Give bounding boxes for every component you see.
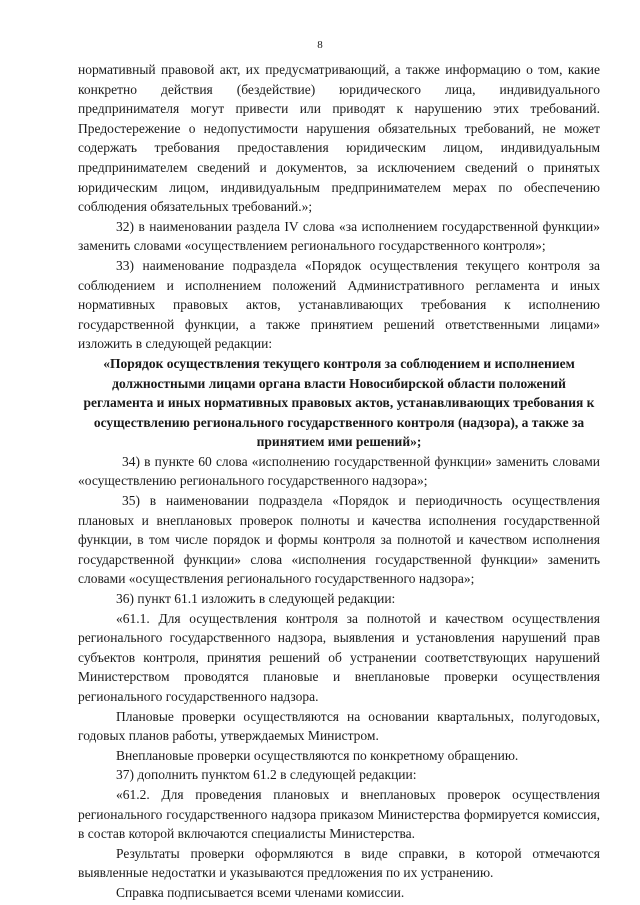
paragraph: 33) наименование подраздела «Порядок осуществления текущего контроля за соблюдением и исполнением положений Административного регламента и иных нормативных правовых актов, устанавливающих требования к исполнению государственной функции, а также принятием решений ответственными лицами» изложить в следующей редакции: <box>78 257 600 352</box>
paragraph: «61.2. Для проведения плановых и внеплановых проверок осуществления регионального государственного надзора приказом Министерства формируется комиссия, в состав которой включаются специалисты Министерства. <box>78 786 600 842</box>
paragraph: Справка подписывается всеми членами комиссии. <box>116 884 405 900</box>
paragraph: нормативный правовой акт, их предусматривающий, а также информацию о том, какие конкретно действия (бездействие) юридического лица, индивидуального предпринимателя могут привести или приводят к нарушению этих требований. Предостережение о недопустимости нарушения обязательных требований, не может содержать требования предоставления юридическим лицом, индивидуальным предпринимателем сведений и документов, за исключением сведений о принятых юридическим лицом, индивидуальным предпринимателем мерах по обеспечению соблюдения обязательных требований.»; <box>78 62 600 215</box>
page-number: 8 <box>317 39 323 51</box>
paragraph: 34) в пункте 60 слова «исполнению государственной функции» заменить словами «осуществлению регионального государственного надзора»; <box>78 453 600 489</box>
document-body <box>78 60 600 903</box>
paragraph: 35) в наименовании подраздела «Порядок и периодичность осуществления плановых и внеплановых проверок полноты и качества исполнения государственной функции, в том числе порядок и формы контроля за полнотой и качеством исполнения государственной функции» слова «исполнения государственной функции» заменить словами «осуществления регионального государственного надзора»; <box>78 493 600 587</box>
paragraph: 37) дополнить пунктом 61.2 в следующей редакции: <box>116 767 417 783</box>
section-heading: «Порядок осуществления текущего контроля за соблюдением и исполнением должностными лицами органа власти Новосибирской области положений регламента и иных нормативных правовых актов, устанавливающих требования к осуществлению регионального государственного контроля (надзора), а также за принятием ими решений»; <box>83 355 595 450</box>
paragraph: 36) пункт 61.1 изложить в следующей редакции: <box>116 591 396 607</box>
paragraph: «61.1. Для осуществления контроля за полнотой и качеством осуществления регионального государственного надзора, выявления и установления нарушений прав субъектов контроля, принятия решений об устранении соответствующих нарушений Министерством проводятся плановые и внеплановые проверки осуществления регионального государственного надзора. <box>78 610 600 704</box>
paragraph: Внеплановые проверки осуществляются по конкретному обращению. <box>116 747 519 763</box>
paragraph: Плановые проверки осуществляются на основании квартальных, полугодовых, годовых планов работы, утверждаемых Министром. <box>78 708 600 744</box>
paragraph: Результаты проверки оформляются в виде справки, в которой отмечаются выявленные недостатки и указываются предложения по их устранению. <box>78 845 600 881</box>
paragraph: 32) в наименовании раздела IV слова «за исполнением государственной функции» заменить словами «осуществлением регионального государственного контроля»; <box>78 218 600 254</box>
